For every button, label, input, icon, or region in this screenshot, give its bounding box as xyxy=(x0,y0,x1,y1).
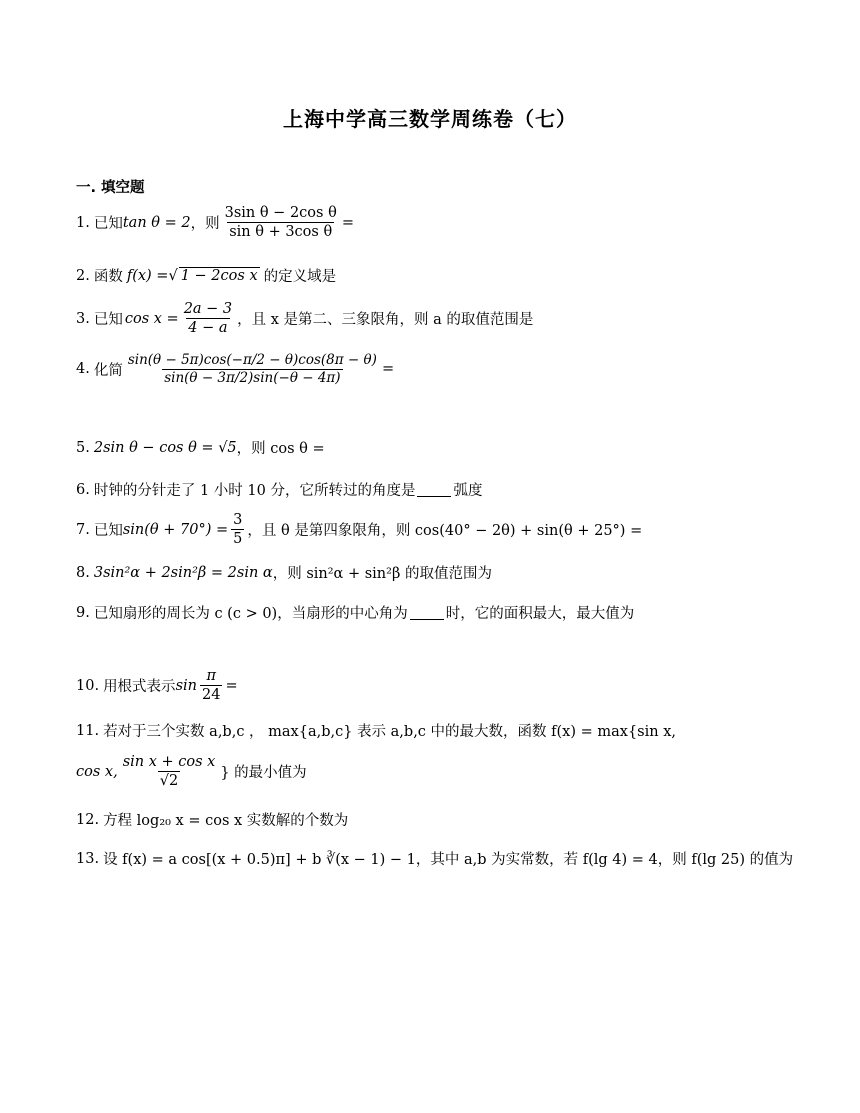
question-text: ，且 x 是第二、三象限角，则 a 的取值范围是 xyxy=(237,312,534,329)
question-text: 已知扇形的周长为 c (c > 0)，当扇形的中心角为 xyxy=(93,606,408,622)
math-expression: 3sin²α + 2sin²β = 2sin α xyxy=(93,564,273,581)
question-number: 4. xyxy=(76,361,90,378)
question-7 xyxy=(76,511,642,548)
math-expression: cos x = xyxy=(124,310,179,327)
denominator: sin(θ − 3π/2)sin(−θ − 4π) xyxy=(164,369,341,386)
math-expression: cos x, xyxy=(76,763,118,780)
question-8 xyxy=(76,562,492,583)
question-text: 的定义域是 xyxy=(263,269,337,285)
question-3 xyxy=(76,300,533,337)
answer-blank xyxy=(417,482,451,497)
math-expression: sin(θ + 70°) = xyxy=(122,521,229,538)
equals-sign: = xyxy=(341,214,354,231)
numerator: 2a − 3 xyxy=(183,301,233,317)
question-text: 已知 xyxy=(93,312,123,329)
numerator: sin x + cos x xyxy=(122,754,216,770)
question-1 xyxy=(76,204,354,241)
question-text: ，且 θ 是第四象限角，则 cos(40° − 2θ) + sin(θ + 25°) = xyxy=(247,523,643,540)
question-number: 6. xyxy=(76,481,90,498)
denominator: sin θ + 3cos θ xyxy=(229,224,333,241)
question-12 xyxy=(76,809,348,830)
numerator: sin(θ − 5π)cos(−π/2 − θ)cos(8π − θ) xyxy=(127,352,377,368)
equals-sign: = xyxy=(381,361,395,378)
question-4 xyxy=(76,352,394,387)
question-text: 用根式表示 xyxy=(103,679,176,696)
math-expression: sin xyxy=(175,677,197,694)
question-13 xyxy=(76,848,793,869)
fraction xyxy=(231,511,244,548)
fraction xyxy=(126,352,379,387)
question-text: ，则 cos θ = xyxy=(236,441,325,457)
fraction xyxy=(121,753,218,790)
equals-sign: = xyxy=(225,677,238,694)
question-6 xyxy=(76,479,482,500)
question-number: 10. xyxy=(76,677,100,694)
page-title: 上海中学高三数学周练卷（七） xyxy=(283,107,577,131)
question-text: 函数 xyxy=(93,269,123,285)
numerator: 3 xyxy=(233,512,243,528)
math-expression: 2sin θ − cos θ = √5 xyxy=(93,439,237,456)
radicand: 1 − 2cos x xyxy=(180,268,258,284)
question-number: 1. xyxy=(76,214,90,231)
question-number: 11. xyxy=(76,722,100,739)
question-text: 设 f(x) = a cos[(x + 0.5)π] + b ∛(x − 1) − 1，其中 a,b 为实常数，若 f(lg 4) = 4，则 f(lg 25) 的值为 xyxy=(103,852,794,868)
question-text: 方程 log₂₀ x = cos x 实数解的个数为 xyxy=(103,813,349,829)
answer-blank xyxy=(410,605,444,620)
denominator: √2 xyxy=(159,773,179,790)
question-text: 化简 xyxy=(93,362,123,379)
question-text: ，则 sin²α + sin²β 的取值范围为 xyxy=(272,566,492,582)
question-number: 12. xyxy=(76,811,100,828)
question-2 xyxy=(76,265,336,286)
question-number: 9. xyxy=(76,604,90,621)
question-text: 若对于三个实数 a,b,c ， max{a,b,c} 表示 a,b,c 中的最大数，函数 f(x) = max{sin x, xyxy=(103,724,676,740)
question-text: 弧度 xyxy=(453,483,483,499)
question-11 xyxy=(76,720,676,741)
question-number: 5. xyxy=(76,439,90,456)
denominator: 4 − a xyxy=(188,320,228,337)
question-number: 3. xyxy=(76,310,90,327)
fraction xyxy=(182,300,234,337)
question-text: ，则 xyxy=(190,216,220,233)
numerator: 3sin θ − 2cos θ xyxy=(224,205,337,221)
math-expression: f(x) = xyxy=(126,267,169,284)
fraction xyxy=(200,667,222,704)
fraction xyxy=(223,204,339,241)
denominator: 24 xyxy=(201,687,221,704)
question-text: 已知 xyxy=(93,523,123,540)
question-10 xyxy=(76,667,238,704)
question-number: 7. xyxy=(76,521,90,538)
math-expression: tan θ = 2 xyxy=(122,214,191,231)
question-5 xyxy=(76,437,325,458)
question-text: } 的最小值为 xyxy=(220,765,307,782)
question-text: 时钟的分针走了 1 小时 10 分，它所转过的角度是 xyxy=(93,483,416,499)
numerator: π xyxy=(206,668,216,684)
question-number: 13. xyxy=(76,850,100,867)
sqrt-sign: √ xyxy=(168,267,178,284)
denominator: 5 xyxy=(233,531,243,548)
question-9 xyxy=(76,602,634,623)
section-heading: 一. 填空题 xyxy=(76,180,145,196)
question-text: 已知 xyxy=(93,216,123,233)
question-number: 2. xyxy=(76,267,90,284)
question-text: 时，它的面积最大，最大值为 xyxy=(445,606,635,622)
question-11-continued xyxy=(76,753,307,790)
question-number: 8. xyxy=(76,564,90,581)
